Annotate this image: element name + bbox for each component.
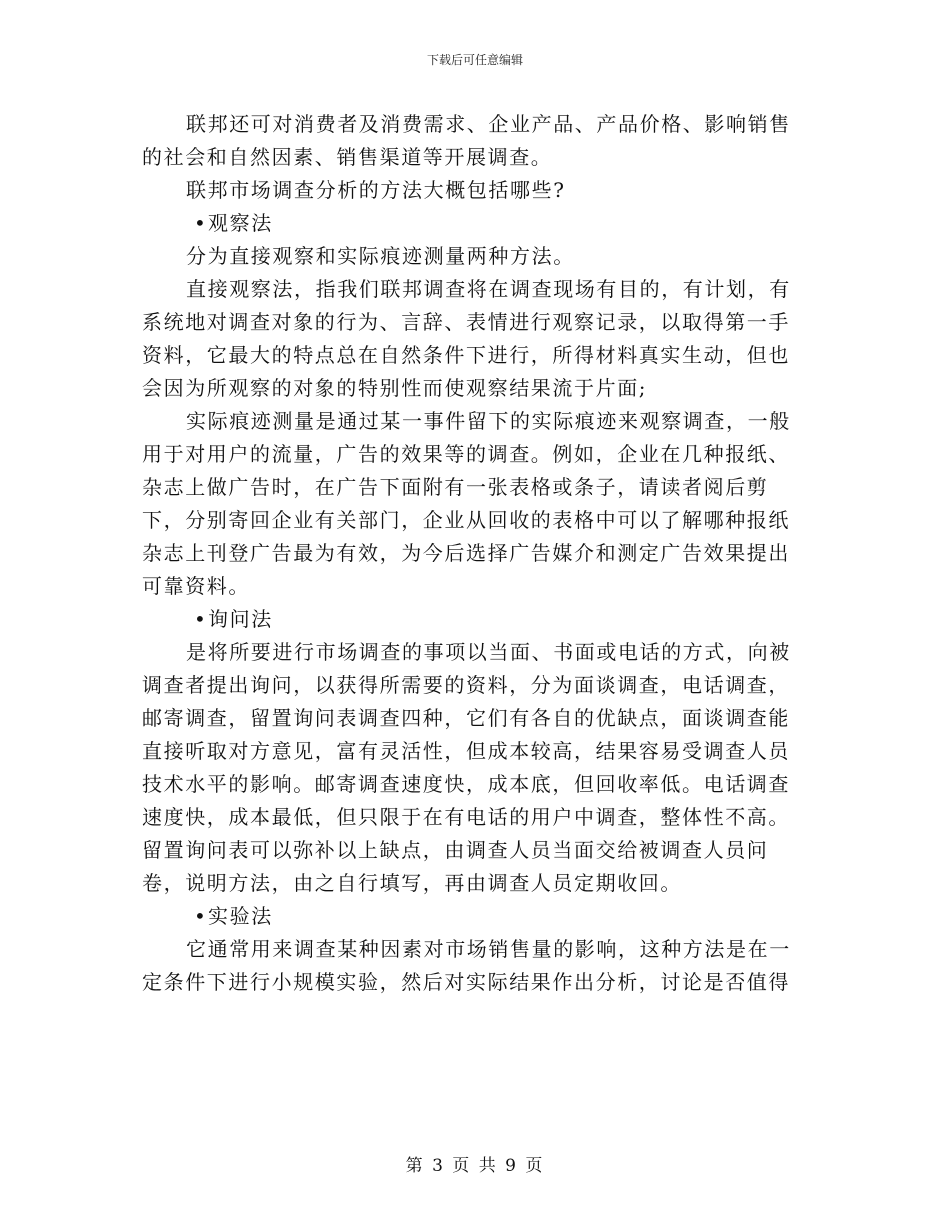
- document-body: [142, 108, 802, 999]
- bullet-heading-observation: [142, 207, 802, 240]
- paragraph: 联邦市场调查分析的方法大概包括哪些?: [186, 178, 566, 202]
- page-header: 下载后可任意编辑: [426, 53, 523, 67]
- bullet-heading-experiment: [142, 900, 802, 933]
- paragraph: 直接观察法，指我们联邦调查将在调查现场有目的，有计划，有系统地对调查对象的行为、言辞、表情进行观察记录，以取得第一手资料，它最大的特点总在自然条件下进行，所得材料真实生动，但也会因为所观察的对象的特别性而使观察结果流于片面;: [142, 277, 791, 400]
- page-number-footer: 第 3 页 共 9 页: [405, 1156, 545, 1176]
- paragraph: 是将所要进行市场调查的事项以当面、书面或电话的方式，向被调查者提出询问，以获得所需要的资料，分为面谈调查，电话调查，邮寄调查，留置询问表调查四种，它们有各自的优缺点，面谈调查能直接听取对方意见，富有灵活性，但成本较高，结果容易受调查人员技术水平的影响。邮寄调查速度快，成本底，但回收率低。电话调查速度快，成本最低，但只限于在有电话的用户中调查，整体性不高。留置询问表可以弥补以上缺点，由调查人员当面交给被调查人员问卷，说明方法，由之自行填写，再由调查人员定期收回。: [142, 640, 791, 895]
- paragraph: 联邦还可对消费者及消费需求、企业产品、产品价格、影响销售的社会和自然因素、销售渠道等开展调查。: [142, 112, 791, 169]
- paragraph: 分为直接观察和实际痕迹测量两种方法。: [186, 244, 575, 268]
- bullet-heading-inquiry: [142, 603, 802, 636]
- bullet-icon: •: [194, 211, 208, 235]
- bullet-label: 询问法: [208, 607, 273, 631]
- bullet-label: 实验法: [208, 904, 273, 928]
- paragraph: 实际痕迹测量是通过某一事件留下的实际痕迹来观察调查，一般用于对用户的流量，广告的效果等的调查。例如，企业在几种报纸、杂志上做广告时，在广告下面附有一张表格或条子，请读者阅后剪下，分别寄回企业有关部门，企业从回收的表格中可以了解哪种报纸杂志上刊登广告最为有效，为今后选择广告媒介和测定广告效果提出可靠资料。: [142, 409, 791, 598]
- bullet-icon: •: [194, 607, 208, 631]
- bullet-label: 观察法: [208, 211, 273, 235]
- bullet-icon: •: [194, 904, 208, 928]
- paragraph: 它通常用来调查某种因素对市场销售量的影响，这种方法是在一定条件下进行小规模实验，然后对实际结果作出分析，讨论是否值得: [142, 937, 791, 994]
